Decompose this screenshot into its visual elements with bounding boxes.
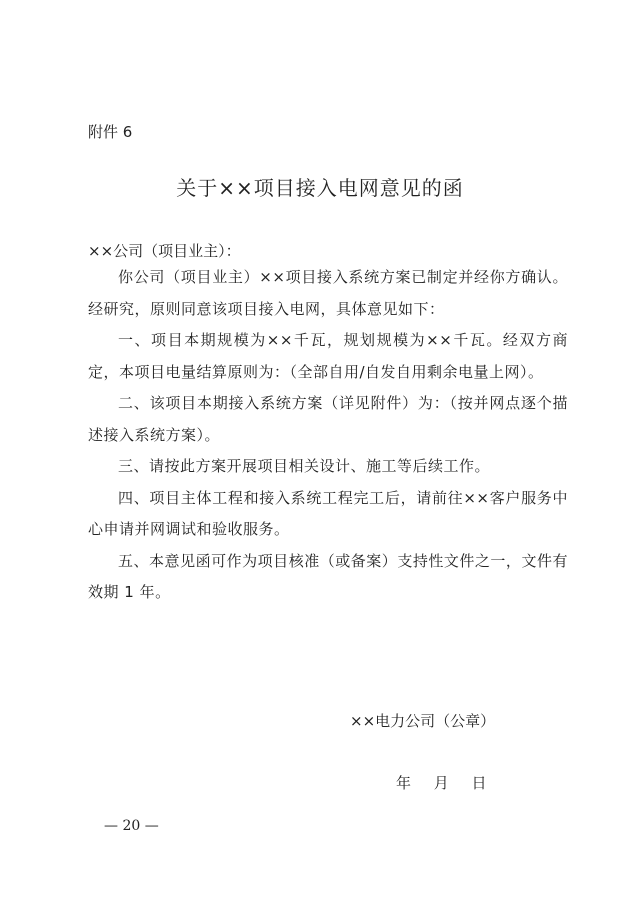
addressee: ××公司（项目业主）： xyxy=(88,242,241,260)
date-line: 年 月 日 xyxy=(396,774,487,792)
paragraph-5: 五、本意见函可作为项目核准（或备案）支持性文件之一，文件有效期 1 年。 xyxy=(88,551,568,601)
letter-body xyxy=(88,262,568,609)
paragraph-2: 二、该项目本期接入系统方案（详见附件）为：（按并网点逐个描述接入系统方案）。 xyxy=(88,394,568,444)
page-number: — 20 — xyxy=(104,818,159,834)
paragraph-4: 四、项目主体工程和接入系统工程完工后，请前往××客户服务中心申请并网调试和验收服务。 xyxy=(88,488,568,538)
paragraph-1: 一、项目本期规模为××千瓦，规划规模为××千瓦。经双方商定，本项目电量结算原则为：（全部自用/自发自用剩余电量上网）。 xyxy=(88,331,568,381)
issuer-signature: ××电力公司（公章） xyxy=(350,712,496,730)
paragraph-3: 三、请按此方案开展项目相关设计、施工等后续工作。 xyxy=(118,457,491,475)
paragraph-intro: 你公司（项目业主）××项目接入系统方案已制定并经你方确认。经研究，原则同意该项目接入电网，具体意见如下： xyxy=(88,268,568,318)
attachment-label: 附件 6 xyxy=(88,123,133,141)
document-title: 关于××项目接入电网意见的函 xyxy=(176,176,464,200)
